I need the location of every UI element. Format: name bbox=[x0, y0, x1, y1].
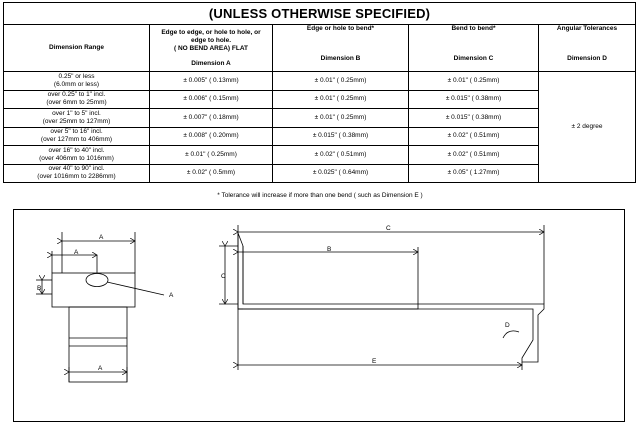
angular-tolerance-cell: ± 2 degree bbox=[539, 72, 636, 183]
dim-b-cell: ± 0.01" ( 0.25mm) bbox=[273, 90, 409, 109]
header-dimension-a bbox=[150, 25, 273, 72]
range-line-1: over 40" to 90" incl. bbox=[48, 165, 105, 173]
label-a-top: A bbox=[99, 234, 104, 241]
dim-b-cell: ± 0.01" ( 0.25mm) bbox=[273, 109, 409, 128]
range-line-1: over 16" to 40" incl. bbox=[48, 146, 105, 154]
range-cell bbox=[4, 109, 150, 128]
header-dimension-d bbox=[539, 25, 636, 72]
dim-c-cell: ± 0.05" ( 1.27mm) bbox=[409, 164, 539, 183]
dim-a-cell: ± 0.008" ( 0.20mm) bbox=[150, 127, 273, 146]
label-a-bottom: A bbox=[98, 365, 103, 372]
header-d-dim: Dimension D bbox=[567, 55, 607, 62]
label-d-angle: D bbox=[505, 322, 510, 329]
header-dimension-range: Dimension Range bbox=[4, 25, 150, 72]
dim-c-cell: ± 0.015" ( 0.38mm) bbox=[409, 90, 539, 109]
dim-c-cell: ± 0.015" ( 0.38mm) bbox=[409, 109, 539, 128]
range-line-2: (over 25mm to 127mm) bbox=[42, 117, 111, 125]
part-hole bbox=[86, 274, 108, 287]
label-a-leader: A bbox=[169, 292, 174, 299]
drawing-svg bbox=[14, 210, 626, 423]
range-line-2: (over 1016mm to 2286mm) bbox=[37, 173, 116, 181]
range-line-2: (6.0mm or less) bbox=[53, 80, 100, 88]
label-a-hole: A bbox=[74, 249, 79, 256]
header-b-top: Edge or hole to bend* bbox=[306, 25, 375, 32]
header-a-line-1: Edge to edge, or hole to hole, or bbox=[161, 28, 261, 36]
dim-a-cell: ± 0.005" ( 0.13mm) bbox=[150, 72, 273, 91]
range-line-2: (over 127mm to 406mm) bbox=[40, 136, 113, 144]
side-view-part bbox=[219, 225, 544, 370]
range-cell bbox=[4, 164, 150, 183]
dim-a-cell: ± 0.02" ( 0.5mm) bbox=[150, 164, 273, 183]
label-c-top: C bbox=[386, 225, 391, 232]
range-cell bbox=[4, 146, 150, 165]
header-c-top: Bend to bend* bbox=[451, 25, 496, 32]
header-d-top: Angular Tolerances bbox=[556, 25, 618, 32]
dim-c-cell: ± 0.01" ( 0.25mm) bbox=[409, 72, 539, 91]
range-cell bbox=[4, 90, 150, 109]
dim-c-cell: ± 0.02" ( 0.51mm) bbox=[409, 127, 539, 146]
range-cell bbox=[4, 72, 150, 91]
header-b-dim: Dimension B bbox=[320, 55, 361, 62]
header-c-dim: Dimension C bbox=[453, 55, 494, 62]
range-line-2: (over 406mm to 1016mm) bbox=[39, 154, 114, 162]
dim-b-cell: ± 0.02" ( 0.51mm) bbox=[273, 146, 409, 165]
range-cell bbox=[4, 127, 150, 146]
top-view-part bbox=[36, 232, 164, 382]
range-line-1: over 5" to 16" incl. bbox=[50, 128, 103, 136]
label-b-bracket: B bbox=[327, 246, 332, 253]
part-flange bbox=[52, 273, 135, 307]
header-a-line-2: edge to hole. bbox=[190, 36, 232, 44]
technical-drawing bbox=[13, 209, 625, 422]
table-row bbox=[4, 72, 636, 91]
range-line-1: 0.25" or less bbox=[58, 72, 95, 80]
tolerance-table bbox=[3, 2, 636, 183]
range-line-1: over 1" to 5" incl. bbox=[52, 109, 101, 117]
header-dimension-c bbox=[409, 25, 539, 72]
dim-b-cell: ± 0.025" ( 0.64mm) bbox=[273, 164, 409, 183]
table-title: (UNLESS OTHERWISE SPECIFIED) bbox=[4, 3, 636, 25]
dim-c-cell: ± 0.02" ( 0.51mm) bbox=[409, 146, 539, 165]
label-e-bottom: E bbox=[372, 358, 377, 365]
header-dimension-b bbox=[273, 25, 409, 72]
header-a-dim: Dimension A bbox=[191, 59, 231, 67]
label-c-side: C bbox=[221, 273, 226, 280]
dim-a-cell: ± 0.01" ( 0.25mm) bbox=[150, 146, 273, 165]
header-a-line-3: ( NO BEND AREA) FLAT bbox=[173, 44, 249, 52]
range-line-1: over 0.25" to 1" incl. bbox=[47, 91, 106, 99]
dim-b-cell: ± 0.015" ( 0.38mm) bbox=[273, 127, 409, 146]
dim-a-cell: ± 0.007" ( 0.18mm) bbox=[150, 109, 273, 128]
label-b-left: B bbox=[37, 285, 42, 292]
dim-b-cell: ± 0.01" ( 0.25mm) bbox=[273, 72, 409, 91]
range-line-2: (over 6mm to 25mm) bbox=[46, 99, 107, 107]
dim-a-cell: ± 0.006" ( 0.15mm) bbox=[150, 90, 273, 109]
tolerance-footnote: * Tolerance will increase if more than one bend ( such as Dimension E ) bbox=[217, 192, 423, 199]
